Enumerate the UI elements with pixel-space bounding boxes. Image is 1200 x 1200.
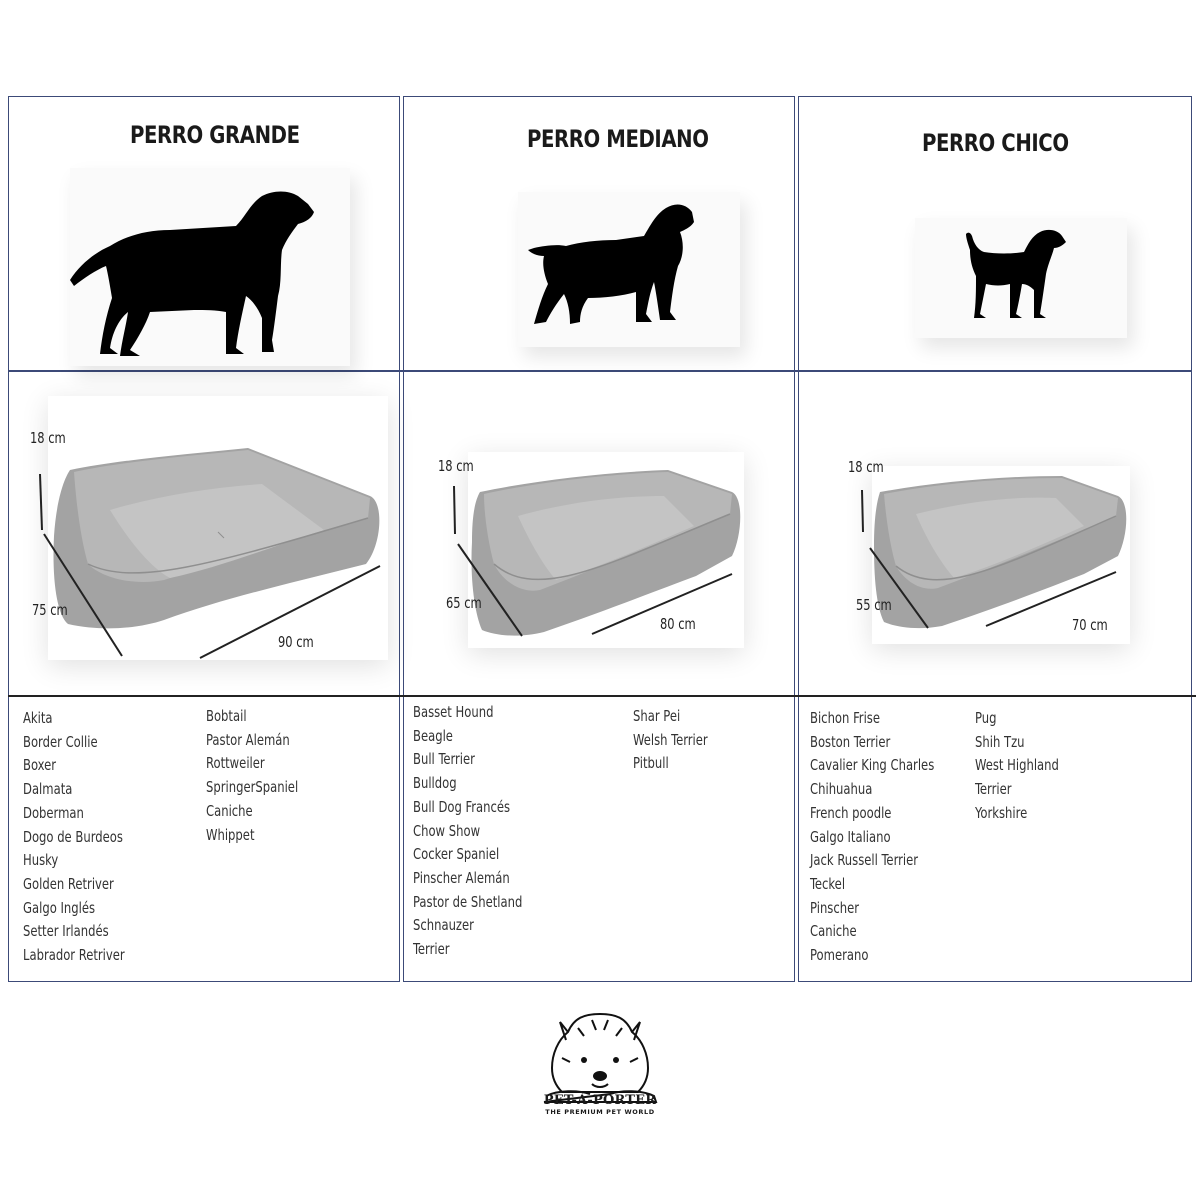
list-item: Dalmata — [23, 780, 73, 799]
title-small-dog: PERRO CHICO — [922, 129, 1069, 157]
list-item: Teckel — [810, 874, 846, 893]
list-item: Pug — [975, 709, 997, 727]
medium-breeds-list-right — [633, 705, 708, 776]
large-height-label: 18 cm — [30, 429, 66, 447]
small-width-label: 70 cm — [1072, 616, 1108, 634]
row-divider-upper — [8, 370, 1192, 372]
list-item: Setter Irlandés — [23, 922, 109, 941]
medium-height-label: 18 cm — [438, 457, 474, 475]
large-depth-line — [40, 530, 130, 662]
small-depth-line — [866, 544, 934, 634]
list-item: Galgo Italiano — [810, 827, 891, 846]
small-dog-silhouette-icon — [962, 226, 1068, 320]
list-item: Golden Retriver — [23, 874, 114, 893]
title-medium-dog: PERRO MEDIANO — [527, 125, 709, 153]
list-item: Labrador Retriver — [23, 946, 125, 965]
list-item: Boxer — [23, 756, 57, 775]
brand-tagline: THE PREMIUM PET WORLD — [545, 1108, 655, 1116]
list-item: Boston Terrier — [810, 732, 891, 751]
list-item: Beagle — [413, 726, 453, 745]
list-item: Yorkshire — [975, 803, 1028, 822]
list-item: Whippet — [206, 825, 255, 844]
row-divider-lower — [8, 695, 1196, 697]
list-item: Pomerano — [810, 946, 869, 965]
small-breeds-list-right — [975, 707, 1059, 826]
list-item: Dogo de Burdeos — [23, 827, 123, 846]
list-item: Caniche — [206, 801, 253, 820]
medium-breeds-list-left — [413, 701, 522, 962]
list-item: Chihuahua — [810, 780, 873, 799]
list-item: Pitbull — [633, 754, 669, 773]
medium-depth-line — [454, 540, 528, 642]
list-item: Doberman — [23, 803, 84, 822]
large-width-label: 90 cm — [278, 633, 314, 651]
title-large-dog: PERRO GRANDE — [130, 121, 300, 149]
list-item: SpringerSpaniel — [206, 778, 299, 797]
list-item: Galgo Inglés — [23, 898, 96, 917]
large-breeds-list-left — [23, 707, 125, 968]
list-item: Bull Terrier — [413, 750, 475, 769]
list-item: Bull Dog Francés — [413, 797, 511, 816]
medium-height-line — [446, 482, 460, 538]
large-height-line — [30, 470, 46, 534]
list-item: Bobtail — [206, 707, 247, 725]
list-item: Shar Pei — [633, 707, 681, 725]
large-dog-silhouette-icon — [66, 188, 316, 360]
list-item: Cocker Spaniel — [413, 845, 500, 864]
small-depth-label: 55 cm — [856, 596, 892, 614]
list-item: Terrier — [975, 780, 1012, 799]
large-breeds-list-right — [206, 705, 298, 847]
list-item: Caniche — [810, 922, 857, 941]
brand-name: PET-À-PORTER — [543, 1093, 657, 1108]
list-item: Shih Tzu — [975, 732, 1025, 751]
list-item: Bichon Frise — [810, 709, 880, 727]
list-item: Terrier — [413, 940, 450, 959]
medium-width-label: 80 cm — [660, 615, 696, 633]
list-item: Pinscher Alemán — [413, 868, 510, 887]
list-item: Jack Russell Terrier — [810, 851, 919, 870]
list-item: Welsh Terrier — [633, 730, 708, 749]
small-height-label: 18 cm — [848, 458, 884, 476]
list-item: Schnauzer — [413, 916, 474, 935]
medium-depth-label: 65 cm — [446, 594, 482, 612]
list-item: Pastor Alemán — [206, 730, 290, 749]
list-item: Akita — [23, 709, 53, 727]
spaniel-dog-silhouette-icon — [524, 200, 694, 330]
small-breeds-list-left — [810, 707, 934, 968]
list-item: Husky — [23, 851, 59, 870]
list-item: Border Collie — [23, 732, 98, 751]
list-item: West Highland — [975, 756, 1059, 775]
small-height-line — [856, 486, 868, 536]
list-item: French poodle — [810, 803, 892, 822]
large-depth-label: 75 cm — [32, 601, 68, 619]
list-item: Bulldog — [413, 774, 457, 793]
list-item: Pastor de Shetland — [413, 892, 523, 911]
list-item: Pinscher — [810, 898, 859, 917]
list-item: Cavalier King Charles — [810, 756, 935, 775]
list-item: Rottweiler — [206, 754, 265, 773]
list-item: Chow Show — [413, 821, 481, 840]
list-item: Basset Hound — [413, 703, 494, 721]
